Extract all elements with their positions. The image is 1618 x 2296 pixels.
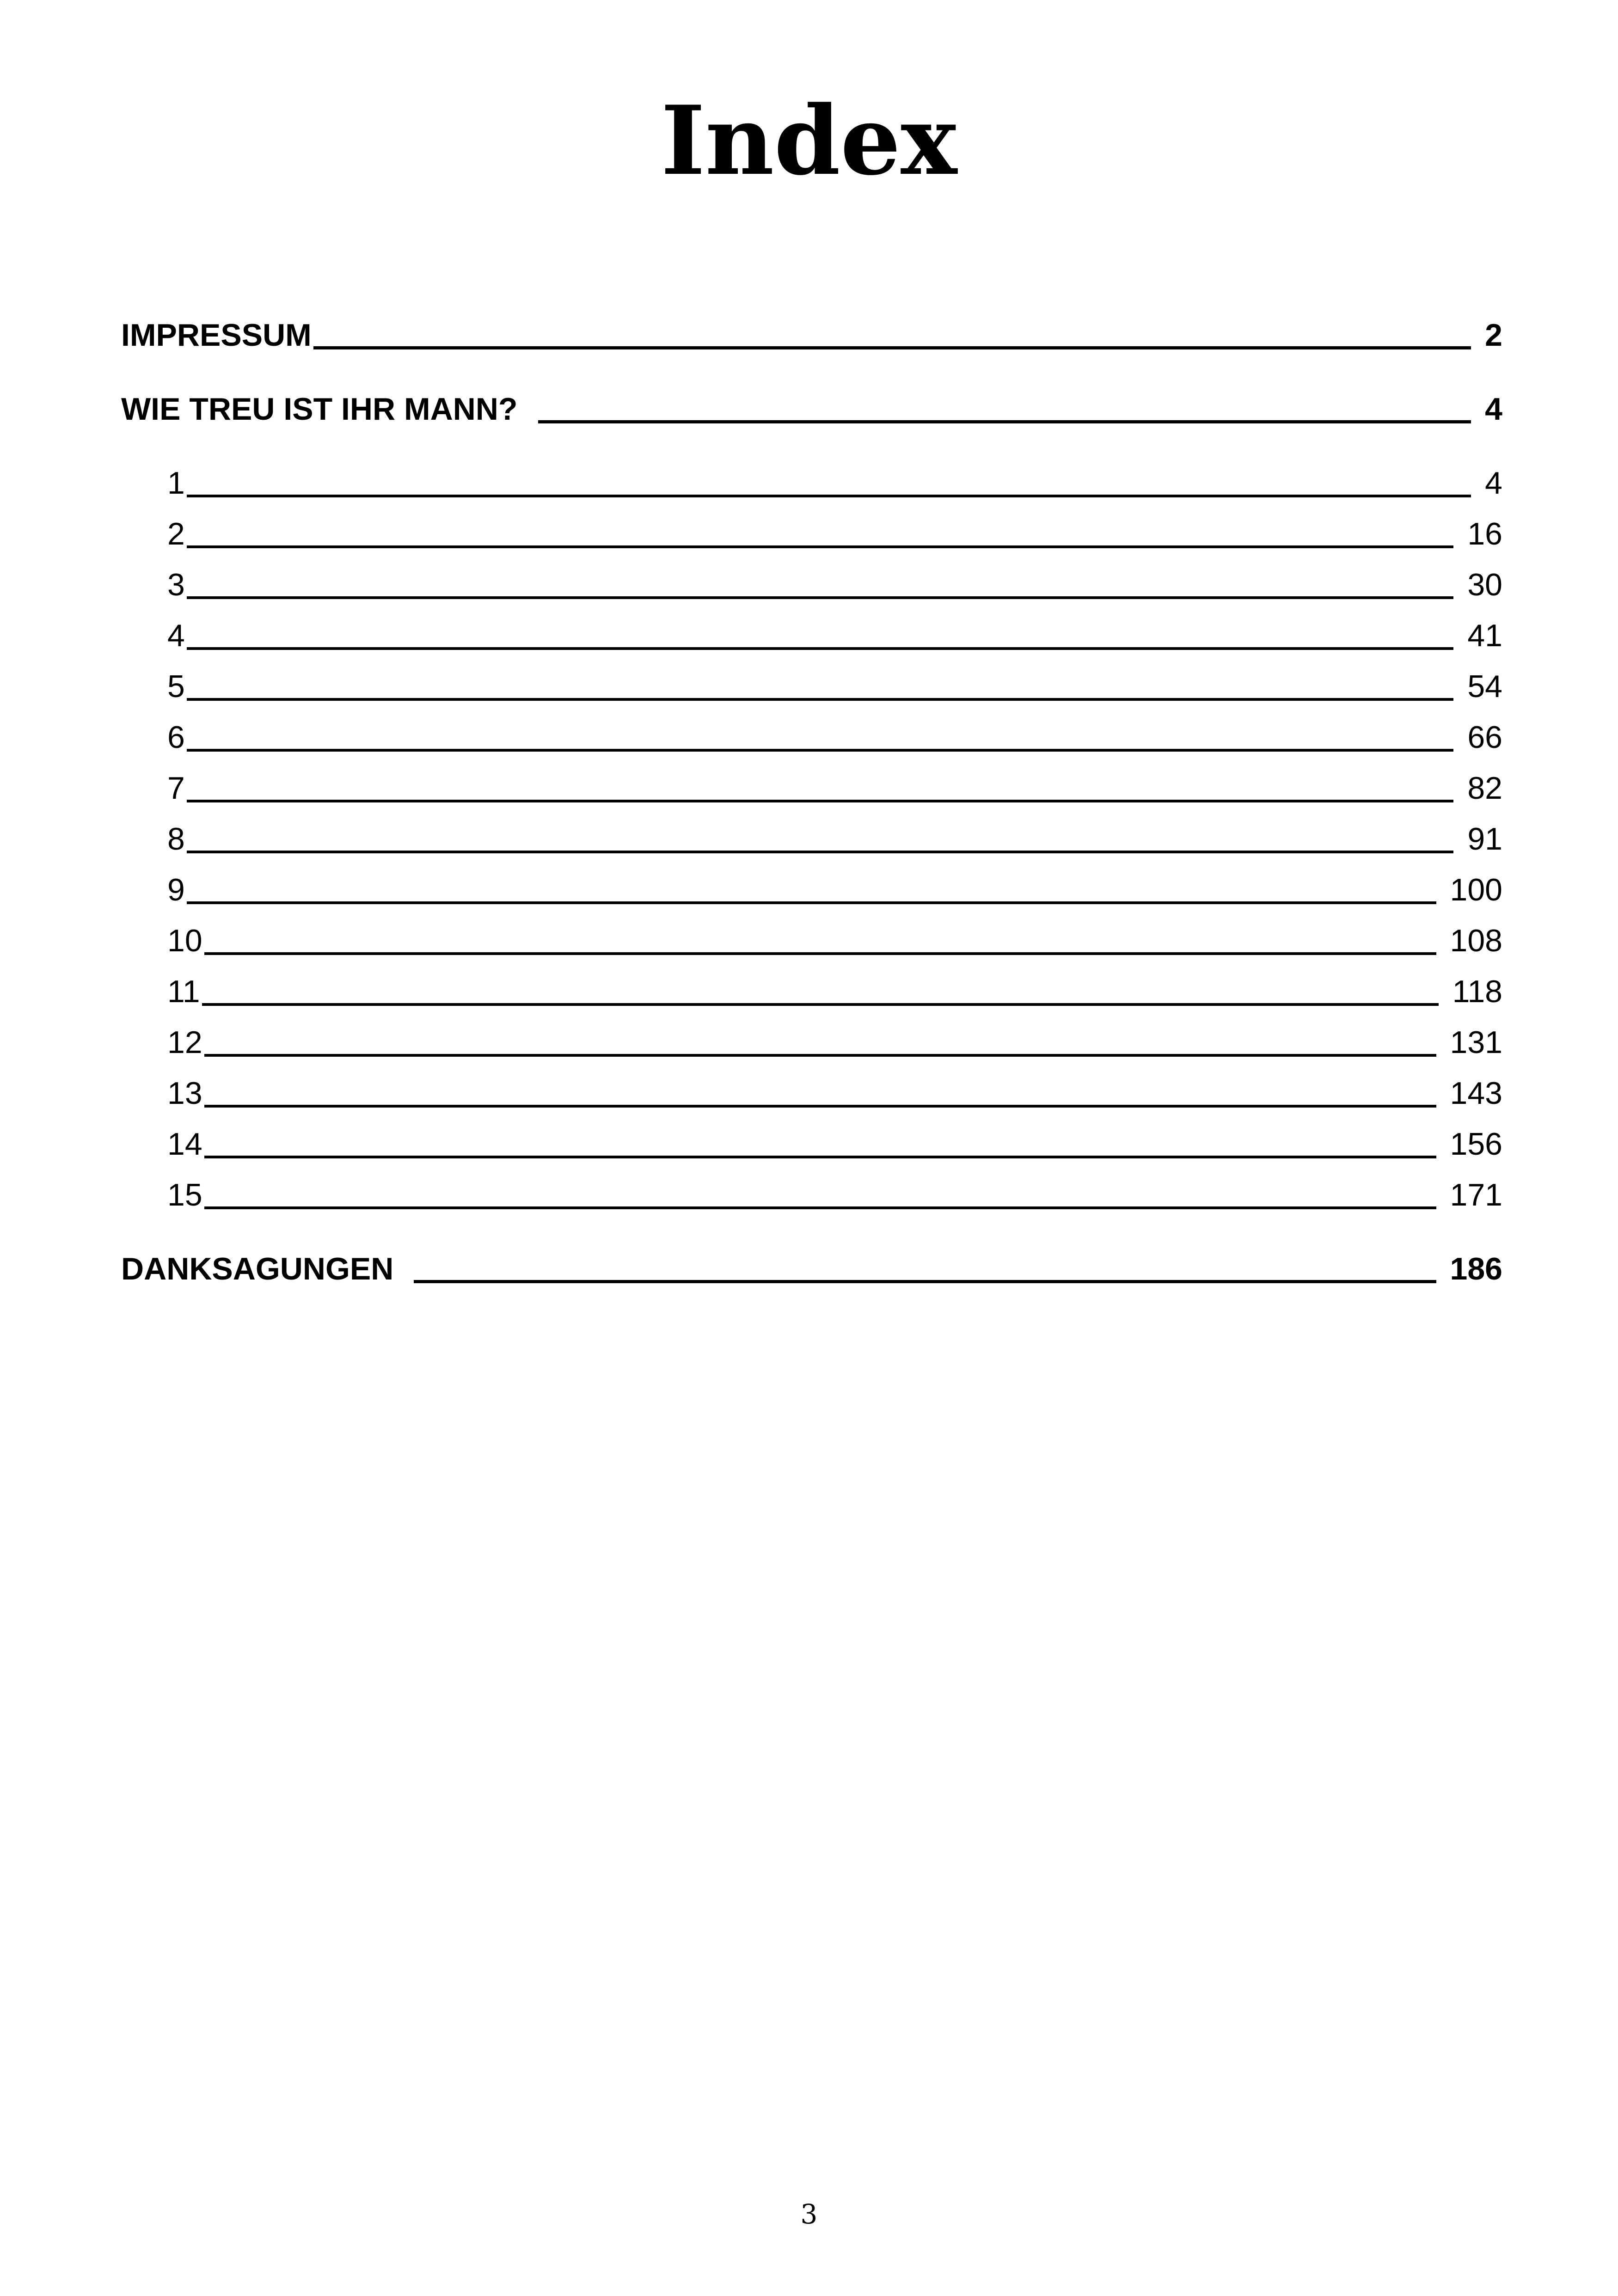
- toc-entry-label: 4: [167, 618, 185, 653]
- toc-entry-page: 100: [1450, 872, 1502, 907]
- toc-leader-line: [204, 952, 1436, 955]
- toc-entry-label: 8: [167, 821, 185, 857]
- toc-leader-line: [187, 545, 1454, 548]
- toc-entry-page: 66: [1467, 720, 1502, 755]
- page-number: 3: [800, 2198, 818, 2230]
- toc-entry-page: 186: [1450, 1251, 1502, 1286]
- toc-leader-line: [204, 1206, 1436, 1209]
- toc-entry-label: IMPRESSUM: [121, 318, 312, 353]
- toc-entry-label: WIE TREU IST IHR MANN?: [121, 392, 518, 427]
- toc-leader-line: [202, 1003, 1439, 1006]
- toc-entry-chapter[interactable]: [167, 920, 1502, 961]
- toc-entry-chapter[interactable]: [167, 1072, 1502, 1114]
- toc-entry-impressum[interactable]: [121, 314, 1502, 356]
- toc-entry-chapter[interactable]: [167, 462, 1502, 504]
- toc-entry-page: 118: [1452, 974, 1502, 1009]
- toc-leader-line: [187, 800, 1454, 802]
- toc-leader-line: [187, 495, 1471, 497]
- toc-entry-page: 30: [1467, 567, 1502, 602]
- toc-entry-chapter[interactable]: [167, 513, 1502, 555]
- toc-leader-line: [187, 901, 1436, 904]
- toc-entry-label: 12: [167, 1025, 202, 1060]
- toc-entry-page: 143: [1450, 1076, 1502, 1111]
- toc-entry-wie-treu[interactable]: [121, 388, 1502, 430]
- toc-entry-page: 41: [1467, 618, 1502, 653]
- toc-entry-danksagungen[interactable]: [121, 1248, 1502, 1290]
- toc-entry-label: 6: [167, 720, 185, 755]
- toc-entry-page: 4: [1485, 465, 1502, 501]
- toc-entry-label: 1: [167, 465, 185, 501]
- toc-entry-page: 108: [1450, 923, 1502, 958]
- toc-entry-chapter[interactable]: [167, 615, 1502, 656]
- toc-entry-page: 91: [1467, 821, 1502, 857]
- toc-entry-chapter[interactable]: [167, 818, 1502, 860]
- toc-entry-page: 131: [1450, 1025, 1502, 1060]
- toc-leader-line: [204, 1054, 1436, 1057]
- toc-entry-page: 156: [1450, 1127, 1502, 1162]
- toc-leader-line: [414, 1280, 1436, 1283]
- toc-entry-chapter[interactable]: [167, 767, 1502, 809]
- toc-entry-label: 2: [167, 516, 185, 551]
- toc-entry-label: 15: [167, 1177, 202, 1212]
- toc-entry-chapter[interactable]: [167, 971, 1502, 1012]
- toc-entry-page: 82: [1467, 771, 1502, 806]
- toc-entry-page: 54: [1467, 669, 1502, 704]
- toc-leader-line: [187, 596, 1454, 599]
- toc-entry-chapter[interactable]: [167, 1123, 1502, 1165]
- toc-entry-chapter[interactable]: [167, 1174, 1502, 1216]
- toc-entry-label: 3: [167, 567, 185, 602]
- toc-entry-label: 10: [167, 923, 202, 958]
- toc-entry-label: 13: [167, 1076, 202, 1111]
- toc-entry-label: 14: [167, 1127, 202, 1162]
- toc-leader-line: [313, 346, 1471, 349]
- toc-entry-label: 7: [167, 771, 185, 806]
- toc-entry-page: 16: [1467, 516, 1502, 551]
- toc-entry-chapter[interactable]: [167, 666, 1502, 707]
- page-title: Index: [661, 86, 957, 196]
- toc-leader-line: [187, 698, 1454, 701]
- toc-entry-label: 9: [167, 872, 185, 907]
- toc-entry-page: 171: [1450, 1177, 1502, 1212]
- toc-entry-chapter[interactable]: [167, 1022, 1502, 1063]
- toc-entry-chapter[interactable]: [167, 869, 1502, 911]
- toc-entry-page: 4: [1485, 392, 1502, 427]
- toc-leader-line: [204, 1105, 1436, 1108]
- toc-leader-line: [187, 851, 1454, 853]
- toc-leader-line: [187, 749, 1454, 752]
- toc-entry-chapter[interactable]: [167, 716, 1502, 758]
- toc-entry-page: 2: [1485, 318, 1502, 353]
- toc-entry-chapter[interactable]: [167, 564, 1502, 606]
- toc-entry-label: DANKSAGUNGEN: [121, 1251, 394, 1286]
- toc-leader-line: [187, 647, 1454, 650]
- toc-leader-line: [204, 1156, 1436, 1158]
- toc-entry-label: 5: [167, 669, 185, 704]
- toc-entry-label: 11: [167, 974, 200, 1009]
- toc-leader-line: [538, 420, 1471, 423]
